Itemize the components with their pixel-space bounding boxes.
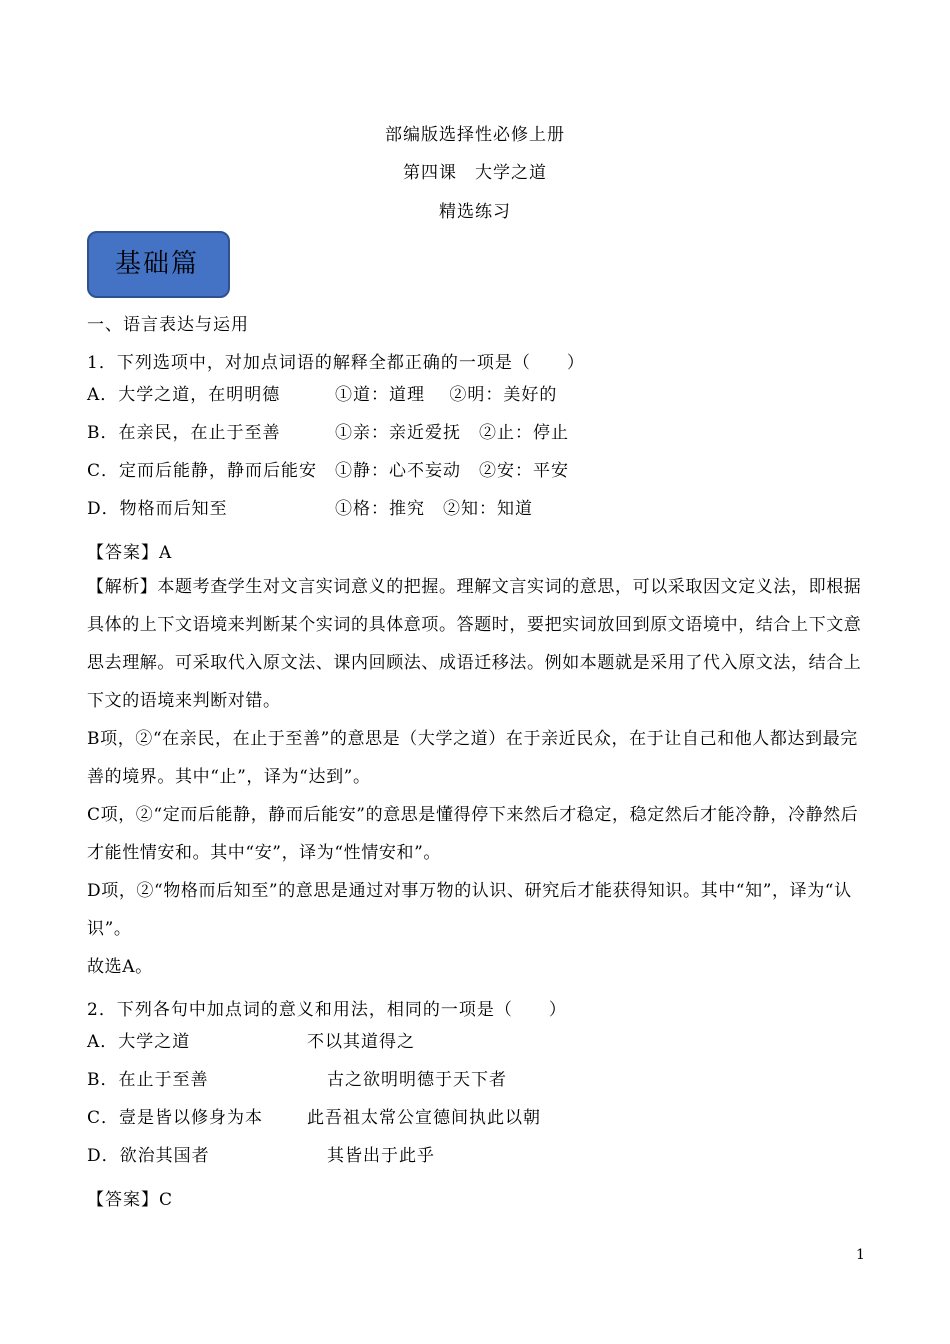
question-1-analysis-main: 【解析】本题考查学生对文言实词意义的把握。理解文言实词的意思，可以采取因文定义法，即根据具体的上下文语境来判断某个实词的具体意项。答题时，要把实词放回到原文语境中，结合上下文意思去理解。可采取代入原文法、课内回顾法、成语迁移法。例如本题就是采用了代入原文法，结合上下文的语境来判断对错。: [87, 577, 862, 711]
section-heading: 一、语言表达与运用: [87, 315, 249, 335]
option-text: D．欲治其国者: [87, 1146, 210, 1166]
exercise-title: 精选练习: [439, 202, 511, 222]
question-1-analysis-b: B项，②“在亲民，在止于至善”的意思是（大学之道）在于亲近民众，在于让自己和他人都达到最完善的境界。其中“止”，译为“达到”。: [87, 729, 858, 787]
section-badge: [87, 231, 230, 298]
question-1-option-c: [87, 456, 569, 481]
option-compare: 其皆出于此乎: [327, 1146, 435, 1166]
section-badge-label: 基础篇: [115, 249, 200, 279]
page-number: 1: [856, 1247, 865, 1263]
question-1-analysis-d: D项，②“物格而后知至”的意思是通过对事万物的认识、研究后才能获得知识。其中“知”，译为“认识”。: [87, 881, 852, 939]
question-1-option-d: [87, 494, 533, 519]
option-compare: 古之欲明明德于天下者: [327, 1070, 507, 1090]
lesson-title: 第四课 大学之道: [403, 163, 547, 183]
question-2-answer: 【答案】C: [87, 1190, 174, 1210]
header-title: 部编版选择性必修上册: [385, 125, 565, 145]
question-2-stem: 2．下列各句中加点词的意义和用法，相同的一项是（ ）: [87, 1000, 567, 1020]
question-1-option-b: [87, 418, 569, 443]
option-compare: 此吾祖太常公宣德间执此以朝: [307, 1108, 541, 1128]
option-compare: 不以其道得之: [307, 1032, 415, 1052]
question-1-conclusion: 故选A。: [87, 957, 153, 977]
question-1-answer: 【答案】A: [87, 543, 173, 563]
option-text: C．定而后能静，静而后能安: [87, 461, 318, 481]
option-text: A．大学之道，在明明德: [87, 385, 281, 405]
option-gloss: ①亲：亲近爱抚 ②止：停止: [335, 423, 569, 443]
question-1-option-a: [87, 380, 558, 405]
option-gloss: ①格：推究 ②知：知道: [335, 499, 533, 519]
question-1-analysis-c: C项，②“定而后能静，静而后能安”的意思是懂得停下来然后才稳定，稳定然后才能冷静，冷静然后才能性情安和。其中“安”，译为“性情安和”。: [87, 805, 859, 863]
question-2-option-c: [87, 1103, 541, 1128]
question-2-option-b: [87, 1065, 507, 1090]
option-text: D．物格而后知至: [87, 499, 228, 519]
option-gloss: ①道：道理 ②明：美好的: [335, 385, 558, 405]
question-2-option-d: [87, 1141, 435, 1166]
question-2-option-a: [87, 1027, 415, 1052]
option-text: B．在止于至善: [87, 1070, 209, 1090]
option-gloss: ①静：心不妄动 ②安：平安: [335, 461, 569, 481]
question-1-stem: 1．下列选项中，对加点词语的解释全都正确的一项是（ ）: [87, 353, 585, 373]
option-text: C．壹是皆以修身为本: [87, 1108, 264, 1128]
option-text: B．在亲民，在止于至善: [87, 423, 281, 443]
option-text: A．大学之道: [87, 1032, 191, 1052]
